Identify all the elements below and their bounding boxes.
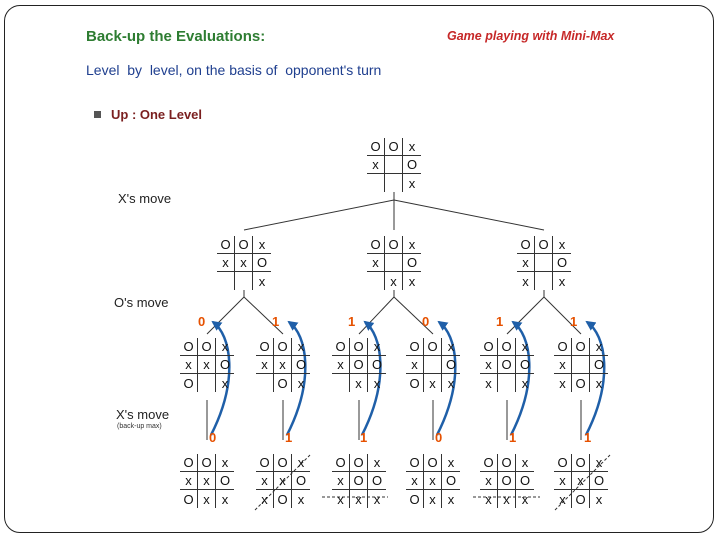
level3-score: 0 xyxy=(209,430,217,445)
board-cell: O xyxy=(572,374,590,392)
board-cell: O xyxy=(180,374,198,392)
board-cell: O xyxy=(350,472,368,490)
level2-score: 0 xyxy=(198,314,206,329)
board-cell: x xyxy=(553,236,571,254)
board-cell: x xyxy=(274,472,292,490)
board-cell: O xyxy=(442,472,460,490)
board-cell: x xyxy=(595,375,603,391)
board-cell: O xyxy=(292,472,310,490)
board-cell: x xyxy=(373,375,381,391)
board-cell: O xyxy=(216,472,234,490)
board-cell: x xyxy=(521,491,529,507)
board-cell: O xyxy=(498,338,516,356)
board-cell: x xyxy=(332,472,350,490)
board-cell: x xyxy=(517,272,535,290)
board-cell: O xyxy=(554,454,572,472)
level2-board xyxy=(180,338,234,392)
board-cell: O xyxy=(385,236,403,254)
board-cell: O xyxy=(256,338,274,356)
level2-score: 1 xyxy=(496,314,504,329)
board-cell: O xyxy=(424,454,442,472)
board-cell: x xyxy=(590,338,608,356)
board-cell: x xyxy=(297,375,305,391)
board-cell: x xyxy=(442,338,460,356)
board-cell xyxy=(535,254,553,272)
board-cell: x xyxy=(554,472,572,490)
board-cell: O xyxy=(535,236,553,254)
board-cell xyxy=(385,174,403,192)
level3-board xyxy=(332,454,386,508)
board-cell xyxy=(217,272,235,290)
board-cell: O xyxy=(274,374,292,392)
level3-score: 0 xyxy=(435,430,443,445)
branch-to-child xyxy=(507,297,544,334)
board-cell: x xyxy=(292,338,310,356)
board-cell: O xyxy=(516,356,534,374)
bullet-label: Up : One Level xyxy=(111,107,203,122)
board-cell: O xyxy=(256,454,274,472)
level3-score: 1 xyxy=(360,430,368,445)
board-cell: x xyxy=(406,472,424,490)
board-cell: O xyxy=(292,356,310,374)
backup-max-note: (back-up max) xyxy=(117,423,162,430)
board-cell: x xyxy=(216,454,234,472)
board-cell: O xyxy=(332,454,350,472)
board-cell: O xyxy=(498,454,516,472)
level3-board xyxy=(180,454,234,508)
board-cell: x xyxy=(198,356,216,374)
board-cell: O xyxy=(572,490,590,508)
board-cell: O xyxy=(180,454,198,472)
level2-board xyxy=(480,338,534,392)
board-cell: x xyxy=(368,454,386,472)
board-cell: x xyxy=(572,472,590,490)
board-cell: x xyxy=(442,454,460,472)
board-cell: O xyxy=(590,472,608,490)
level2-board xyxy=(406,338,460,392)
board-cell: x xyxy=(180,356,198,374)
board-cell: x xyxy=(517,254,535,272)
board-cell: x xyxy=(367,156,385,174)
branch-right xyxy=(394,200,544,230)
level1-board xyxy=(217,236,271,290)
level2-board xyxy=(256,338,310,392)
board-cell xyxy=(198,374,216,392)
board-cell: x xyxy=(367,254,385,272)
board-cell: x xyxy=(216,338,234,356)
board-cell: x xyxy=(403,236,421,254)
board-cell: O xyxy=(350,338,368,356)
level3-board xyxy=(554,454,608,508)
intro-text: Level by level, on the basis of opponent's turn xyxy=(86,62,382,78)
board-cell: x xyxy=(480,374,498,392)
board-cell: x xyxy=(554,374,572,392)
board-cell: x xyxy=(350,490,368,508)
board-cell: O xyxy=(350,356,368,374)
board-cell xyxy=(367,272,385,290)
board-cell: O xyxy=(253,254,271,272)
board-cell: x xyxy=(406,356,424,374)
board-cell: O xyxy=(368,472,386,490)
board-cell: x xyxy=(198,472,216,490)
branch-to-child xyxy=(207,297,244,334)
board-cell xyxy=(424,356,442,374)
board-cell: x xyxy=(385,272,403,290)
board-cell: O xyxy=(367,236,385,254)
board-cell: x xyxy=(554,356,572,374)
board-cell: O xyxy=(406,490,424,508)
board-cell xyxy=(498,374,516,392)
board-cell: x xyxy=(480,356,498,374)
board-cell: x xyxy=(480,472,498,490)
board-cell: O xyxy=(332,338,350,356)
board-cell xyxy=(332,374,350,392)
level1-board xyxy=(517,236,571,290)
board-cell: O xyxy=(235,236,253,254)
level3-score: 1 xyxy=(285,430,293,445)
level2-board xyxy=(332,338,386,392)
branch-left xyxy=(244,200,394,230)
slide-heading: Back-up the Evaluations: xyxy=(86,28,266,45)
board-cell: x xyxy=(253,236,271,254)
level2-score: 1 xyxy=(570,314,578,329)
board-cell: x xyxy=(350,374,368,392)
level3-board xyxy=(480,454,534,508)
board-cell: O xyxy=(498,356,516,374)
board-cell: x xyxy=(258,273,266,289)
board-cell: O xyxy=(517,236,535,254)
board-cell: O xyxy=(406,338,424,356)
board-cell: x xyxy=(256,490,274,508)
board-cell: x xyxy=(590,454,608,472)
board-cell: O xyxy=(198,338,216,356)
board-cell xyxy=(235,272,253,290)
board-cell: O xyxy=(442,356,460,374)
level-label-o-move: O's move xyxy=(114,295,169,310)
board-cell: x xyxy=(256,472,274,490)
board-cell: O xyxy=(406,374,424,392)
board-cell: x xyxy=(554,490,572,508)
board-cell: x xyxy=(403,138,421,156)
board-cell: O xyxy=(572,454,590,472)
board-cell: O xyxy=(590,356,608,374)
board-cell: x xyxy=(198,490,216,508)
board-cell xyxy=(367,174,385,192)
board-cell: x xyxy=(297,491,305,507)
board-cell: O xyxy=(274,454,292,472)
board-cell: x xyxy=(595,491,603,507)
board-cell xyxy=(535,272,553,290)
board-cell: x xyxy=(480,490,498,508)
board-cell: O xyxy=(274,338,292,356)
board-cell: x xyxy=(521,375,529,391)
board-cell: O xyxy=(368,356,386,374)
level3-board xyxy=(406,454,460,508)
level2-board xyxy=(554,338,608,392)
board-cell: x xyxy=(368,338,386,356)
board-cell: O xyxy=(350,454,368,472)
board-cell: O xyxy=(516,472,534,490)
board-cell: O xyxy=(403,254,421,272)
board-cell: x xyxy=(516,338,534,356)
level3-board xyxy=(256,454,310,508)
board-cell: O xyxy=(554,338,572,356)
board-cell: O xyxy=(180,490,198,508)
board-cell: O xyxy=(180,338,198,356)
board-cell: O xyxy=(198,454,216,472)
board-cell: x xyxy=(408,273,416,289)
board-cell: O xyxy=(553,254,571,272)
level1-board xyxy=(367,236,421,290)
board-cell: O xyxy=(572,338,590,356)
board-cell xyxy=(385,254,403,272)
board-cell: O xyxy=(406,454,424,472)
board-cell: x xyxy=(558,273,566,289)
board-cell: O xyxy=(498,472,516,490)
board-cell: x xyxy=(373,491,381,507)
board-cell: x xyxy=(498,490,516,508)
root-board xyxy=(367,138,421,192)
board-cell: x xyxy=(424,490,442,508)
board-cell: O xyxy=(385,138,403,156)
board-cell xyxy=(385,156,403,174)
board-cell: O xyxy=(274,490,292,508)
slide-subtitle: Game playing with Mini-Max xyxy=(447,29,615,43)
board-cell: x xyxy=(221,491,229,507)
board-cell: x xyxy=(447,491,455,507)
board-cell: x xyxy=(221,375,229,391)
level3-score: 1 xyxy=(584,430,592,445)
board-cell: x xyxy=(332,490,350,508)
board-cell: x xyxy=(424,374,442,392)
board-cell: x xyxy=(274,356,292,374)
level-label-x-move-backup: X's move xyxy=(116,407,170,422)
board-cell: x xyxy=(424,472,442,490)
board-cell: x xyxy=(447,375,455,391)
board-cell xyxy=(256,374,274,392)
level2-score: 1 xyxy=(272,314,280,329)
board-cell: x xyxy=(217,254,235,272)
board-cell: O xyxy=(480,454,498,472)
board-cell xyxy=(572,356,590,374)
board-cell: x xyxy=(332,356,350,374)
level-label-x-move: X's move xyxy=(118,191,172,206)
board-cell: O xyxy=(424,338,442,356)
board-cell: O xyxy=(403,156,421,174)
level2-score: 0 xyxy=(422,314,430,329)
board-cell: O xyxy=(367,138,385,156)
board-cell: x xyxy=(292,454,310,472)
board-cell: x xyxy=(256,356,274,374)
board-cell: x xyxy=(235,254,253,272)
level3-score: 1 xyxy=(509,430,517,445)
branch-to-child xyxy=(359,297,394,334)
board-cell: O xyxy=(217,236,235,254)
board-cell: O xyxy=(480,338,498,356)
level2-score: 1 xyxy=(348,314,356,329)
board-cell: x xyxy=(180,472,198,490)
board-cell: x xyxy=(516,454,534,472)
board-cell: x xyxy=(408,175,416,191)
board-cell: O xyxy=(216,356,234,374)
